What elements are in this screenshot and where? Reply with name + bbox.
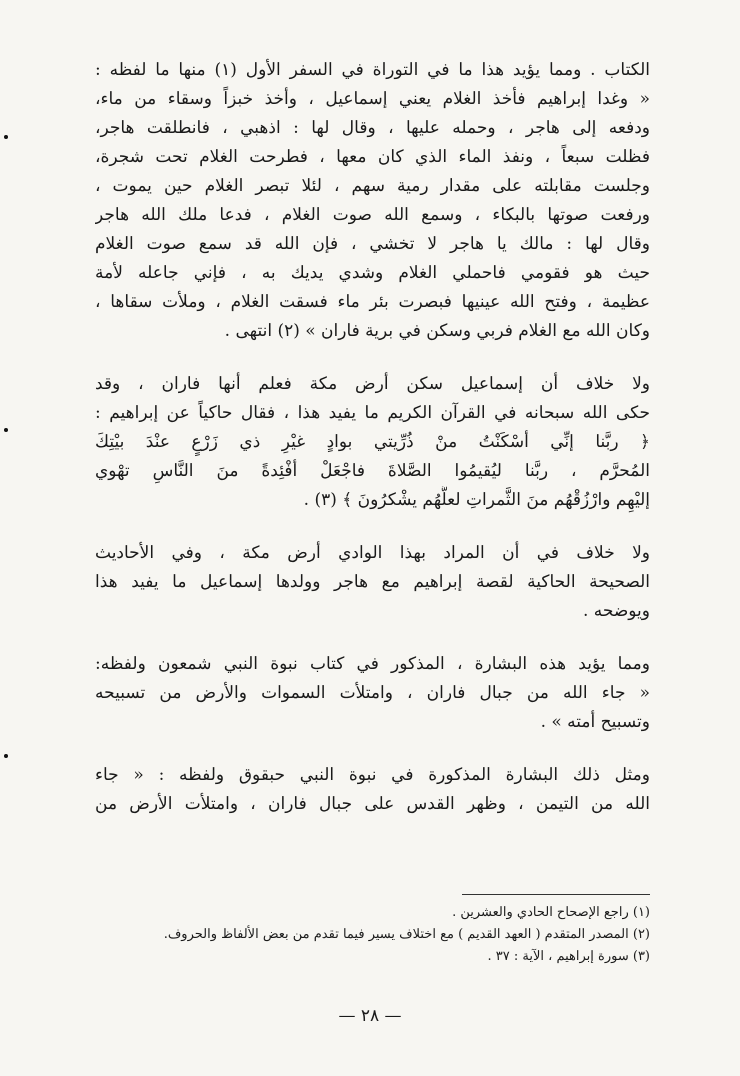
paragraph-habakkuk — [95, 761, 650, 819]
text-line: الصحيحة الحاكية لقصة إبراهيم مع هاجر وولدها إسماعيل ما يفيد هذا — [95, 572, 650, 592]
verse-line: ﴿ ربَّنا إنِّي أسْكَنْتُ منْ ذُرِّيتي بوادٍ غيْرِ ذي زَرْعٍ عنْدَ بيْتِكَ — [95, 432, 650, 452]
text-line: ومثل ذلك البشارة المذكورة في نبوة النبي حبقوق ولفظه : « جاء — [95, 765, 650, 785]
text-line: ومما يؤيد هذه البشارة ، المذكور في كتاب نبوة النبي شمعون ولفظه: — [95, 654, 650, 674]
paragraph-quran-verse — [95, 370, 650, 515]
text-line: وتسبيح أمته » . — [540, 712, 650, 732]
text-line: الكتاب . ومما يؤيد هذا ما في التوراة في السفر الأول (١) منها ما لفظه : — [95, 60, 650, 80]
text-line: « جاء الله من جبال فاران ، وامتلأت السموات والأرض من تسبيحه — [95, 683, 650, 703]
text-line: ورفعت صوتها بالبكاء ، وسمع الله صوت الغلام ، فدعا ملك الله هاجر — [95, 205, 650, 225]
text-line: عظيمة ، وفتح الله عينيها فبصرت بئر ماء فسقت الغلام ، وملأت سقاها ، — [95, 292, 650, 312]
footnotes — [95, 902, 650, 968]
text-line: ودفعه إلى هاجر ، وحمله عليها ، وقال لها : اذهبي ، فانطلقت هاجر، — [95, 118, 650, 138]
text-line: الله من التيمن ، وظهر القدس على جبال فاران ، وامتلأت الأرض من — [95, 794, 650, 814]
text-line: وقال لها : مالك يا هاجر لا تخشي ، فإن الله قد سمع صوت الغلام — [95, 234, 650, 254]
margin-dot — [4, 754, 8, 758]
verse-line: إليْهِم وارْزُقْهُم منَ الثَّمراتِ لعلَّهُم يشْكرُونَ ﴾ (٣) . — [303, 490, 650, 510]
page-number: — ٢٨ — — [338, 1006, 402, 1026]
footnote-1: (١) راجع الإصحاح الحادي والعشرين . — [452, 905, 650, 920]
text-line: حكى الله سبحانه في القرآن الكريم ما يفيد هذا ، فقال حاكياً عن إبراهيم : — [95, 403, 650, 423]
verse-line: المُحرَّم ، ربَّنا ليُقيمُوا الصَّلاةَ فاجْعَلْ أفْئِدةً منَ النَّاسِ تهْوي — [95, 461, 650, 481]
margin-dot — [4, 428, 8, 432]
margin-dot — [4, 135, 8, 139]
footnote-2: (٢) المصدر المتقدم ( العهد القديم ) مع اختلاف يسير فيما تقدم من بعض الألفاظ والحروف. — [163, 927, 650, 942]
paragraph-shimon — [95, 650, 650, 737]
paragraph-torah-quote — [95, 56, 650, 346]
text-line: ولا خلاف أن إسماعيل سكن أرض مكة فعلم أنها فاران ، وقد — [95, 374, 650, 394]
text-line: ويوضحه . — [582, 601, 650, 621]
page-body — [95, 50, 650, 843]
text-line: وجلست مقابلته على مقدار رمية سهم ، لئلا تبصر الغلام حين يموت ، — [95, 176, 650, 196]
paragraph-hadith — [95, 539, 650, 626]
footnote-divider — [462, 894, 650, 895]
text-line: فظلت سبعاً ، ونفذ الماء الذي كان معها ، فطرحت الغلام تحت شجرة، — [95, 147, 650, 167]
text-line: « وغدا إبراهيم فأخذ الغلام يعني إسماعيل ، وأخذ خبزاً وسقاء من ماء، — [95, 89, 650, 109]
text-line: حيث هو فقومي فاحملي الغلام وشدي يديك به ، فإني جاعله لأمة — [95, 263, 650, 283]
text-line: ولا خلاف في أن المراد بهذا الوادي أرض مكة ، وفي الأحاديث — [95, 543, 650, 563]
footnote-3: (٣) سورة إبراهيم ، الآية : ٣٧ . — [487, 949, 650, 964]
text-line: وكان الله مع الغلام فربي وسكن في برية فاران » (٢) انتهى . — [224, 321, 650, 341]
